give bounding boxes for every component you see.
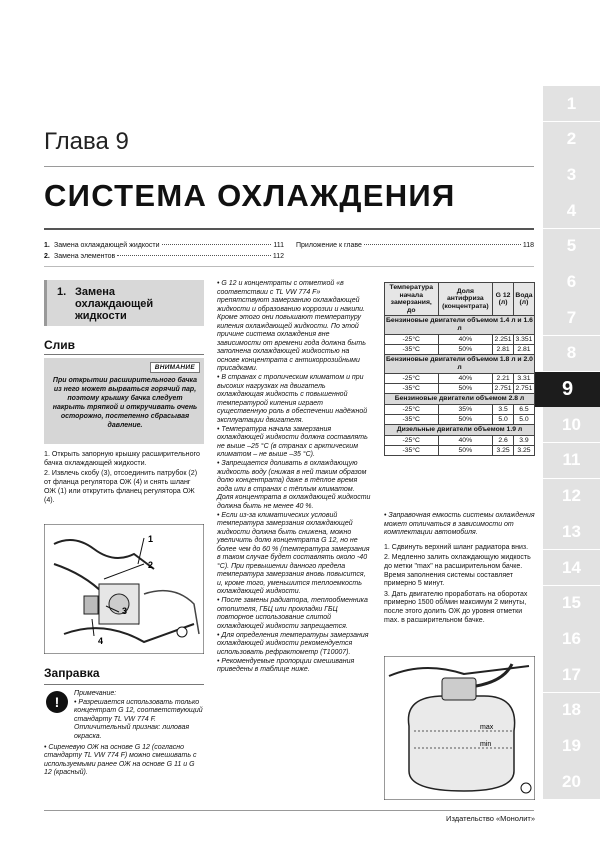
table-cell: 2.21: [493, 374, 514, 384]
coolant-note-paragraph: • Запрещается доливать в охлаждающую жидкость воду (снижая в ней таким образом долю концентрата) даже в тёплое время года или в странах с тёплым климатом. Доля концентрата в охлаждающей жидкости должна быть не менее 40 %.: [217, 460, 371, 510]
callout-4: 4: [98, 636, 104, 646]
chapter-rule: [44, 166, 534, 167]
coolant-notes: [209, 280, 371, 675]
table-cell: 50%: [438, 415, 493, 425]
table-cell: 50%: [438, 446, 493, 456]
chapter-tab-16[interactable]: 16: [543, 621, 600, 656]
chapter-tab-14[interactable]: 14: [543, 550, 600, 585]
callout-1: 1: [148, 534, 154, 544]
exclamation-icon: !: [46, 691, 68, 713]
table-cell: 3.351: [513, 335, 534, 345]
subsection-zapravka: Заправка: [44, 666, 100, 680]
table-cell: 40%: [438, 374, 493, 384]
table-cell: -35°C: [385, 384, 439, 394]
drain-figure: [44, 524, 204, 654]
table-row: [385, 374, 535, 384]
coolant-note-paragraph: • G 12 и концентраты с отметкой «в соответствии с TL VW 774 F» препятствуют замерзанию охлаждающей жидкости и образованию коррозии и накипи. Кроме этого они повышают температуру кипения охлаждающей жидкости. По этой причине система охлаждения вне зависимости от времени года должна быть заполнена охлаждающей жидкостью на основе концентрата с антикоррозийными присадками.: [217, 280, 366, 372]
table-cell: -25°C: [385, 335, 439, 345]
table-cell: 40%: [438, 335, 493, 345]
table-cell: 3.25: [493, 446, 514, 456]
coolant-note-paragraph: • Рекомендуемые пропорции смешивания приведены в таблице ниже.: [217, 657, 355, 673]
mixing-table: [384, 282, 535, 456]
warning-label: ВНИМАНИЕ: [150, 362, 200, 373]
toc-rule: [44, 266, 534, 267]
warning-box: [44, 358, 204, 444]
table-cell: 50%: [438, 384, 493, 394]
section-heading: 1. Замена охлаждающей жидкости: [44, 280, 204, 326]
subsection-sliv: Слив: [44, 338, 76, 352]
chapter-tab-2[interactable]: 2: [543, 122, 600, 157]
coolant-note-paragraph: • В странах с тропическим климатом и при высоких нагрузках на двигатель охлаждающая жидкость с повышенной температурой кипения играет существенную роль в обеспечении надёжной эксплуатации двигателя.: [217, 374, 368, 424]
table-cell: 2.751: [494, 385, 512, 393]
table-cell: 50%: [438, 345, 493, 355]
table-cell: 2.81: [513, 345, 534, 355]
table-cell: 3.5: [493, 405, 514, 415]
table-group-title: Дизельные двигатели объемом 1.9 л: [385, 425, 535, 436]
chapter-tabs: [543, 86, 600, 800]
table-cell: -25°C: [385, 374, 439, 384]
chapter-tab-20[interactable]: 20: [543, 764, 600, 799]
table-cell: 2.81: [493, 345, 514, 355]
table-cell: 2.751: [513, 384, 534, 394]
table-cell: 3.31: [513, 374, 534, 384]
table-cell: 6.5: [513, 405, 534, 415]
chapter-tab-15[interactable]: 15: [543, 586, 600, 621]
table-row: [385, 384, 535, 394]
table-row: [385, 345, 535, 355]
table-cell: 35%: [438, 405, 493, 415]
table-group-title: Бензиновые двигатели объемом 1.4 л и 1.6 л: [385, 316, 535, 335]
warning-text: При открытии расширительного бачка из него может вырваться горячий пар, поэтому крышку бачка следует накрыть тряпкой и откручивать очень осторожно, постепенно сбрасывая давление.: [52, 377, 198, 429]
table-cell: 2.6: [493, 436, 514, 446]
note-block: Примечание: • Разрешается использовать только концентрат G 12, соответствующий стандарту TL VW 774 F. Отличительный признак: лиловая окраска. • Сиреневую ОЖ на основе G 12 (согласно стандарту TL VW 774 F) можно смешивать с используемыми ранее ОЖ на основе G 11 и G 12 (красный).: [44, 690, 203, 777]
coolant-note-paragraph: • Для определения температуры замерзания охлаждающей жидкости рекомендуется использовать рефрактометр (Т10007).: [217, 631, 369, 656]
expansion-tank-figure: [384, 656, 535, 800]
table-row: [385, 446, 535, 456]
page-title: СИСТЕМА ОХЛАЖДЕНИЯ: [44, 178, 456, 213]
table-cell: 5.0: [493, 415, 514, 425]
table-row: [385, 405, 535, 415]
table-header: Вода (л): [513, 283, 534, 316]
max-mark: max: [480, 724, 494, 731]
chapter-tab-9[interactable]: 9: [535, 372, 600, 407]
table-cell: 3.9: [513, 436, 534, 446]
publisher-footer: Издательство «Монолит»: [446, 814, 535, 823]
callout-2: 2: [148, 560, 154, 570]
toc-item[interactable]: 1. Замена охлаждающей жидкости 111: [44, 242, 284, 249]
chapter-tab-6[interactable]: 6: [543, 264, 600, 299]
chapter-tab-13[interactable]: 13: [543, 514, 600, 549]
coolant-note-paragraph: • После замены радиатора, теплообменника отопителя, ГБЦ или прокладки ГБЦ повторное использование слитой охлаждающей жидкости запрещается.: [217, 597, 368, 630]
chapter-tab-3[interactable]: 3: [543, 157, 600, 192]
coolant-note-paragraph: • Температура начала замерзания охлаждающей жидкости должна составлять не выше –25 °С (в странах с арктическим климатом – не выше –35 °С).: [217, 425, 368, 458]
toc-item[interactable]: 2. Замена элементов 112: [44, 253, 284, 260]
chapter-tab-10[interactable]: 10: [543, 407, 600, 442]
chapter-tab-5[interactable]: 5: [543, 229, 600, 264]
min-mark: min: [480, 741, 492, 748]
table-cell: 5.0: [513, 415, 534, 425]
table-cell: -25°C: [385, 436, 439, 446]
chapter-tab-18[interactable]: 18: [543, 693, 600, 728]
title-rule: [44, 228, 534, 230]
table-header: G 12 (л): [493, 283, 514, 316]
chapter-tab-4[interactable]: 4: [543, 193, 600, 228]
chapter-label: Глава 9: [44, 128, 129, 155]
table-cell: -35°C: [385, 446, 439, 456]
table-row: [385, 335, 535, 345]
table-cell: 40%: [438, 436, 493, 446]
table-cell: -25°C: [385, 405, 439, 415]
chapter-tab-7[interactable]: 7: [543, 300, 600, 335]
sliv-steps: 1. Открыть запорную крышку расширительного бачка охлаждающей жидкости. 2. Извлечь скобу (3), отсоединить патрубок (2) от фланца регулятора ОЖ (4) и снять шланг ОЖ (1) или открутить фланец регулятора ОЖ (4).: [44, 450, 200, 504]
chapter-tab-11[interactable]: 11: [543, 443, 600, 478]
table-group-title: Бензиновые двигатели объемом 2.8 л: [385, 394, 535, 405]
table-header: Температура начала замерзания, до: [385, 283, 439, 316]
footer-rule: [44, 810, 534, 811]
fill-steps: • Заправочная емкость системы охлаждения может отличаться в зависимости от комплектации автомобиля. 1. Сдвинуть верхний шланг радиатора вниз. 2. Медленно залить охлаждающую жидкость до метки "max" на расширительном бачке. Время заполнения системы составляет примерно 5 минут. 3. Дать двигателю проработать на оборотах примерно 1500 об/мин максимум 2 минуты, после этого долить ОЖ до уровня отметки max. в расширительном бачке.: [384, 512, 535, 624]
table-header: Доля антифриза (концентрата): [438, 283, 493, 316]
table-cell: -35°C: [385, 345, 439, 355]
chapter-tab-12[interactable]: 12: [543, 479, 600, 514]
table-cell: -35°C: [385, 415, 439, 425]
table-group-title: Бензиновые двигатели объемом 1.8 л и 2.0 л: [385, 355, 535, 374]
coolant-note-paragraph: • Если из-за климатических условий температура замерзания охлаждающей жидкости должна быть снижена, можно увеличить долю концентрата G 12, но не более чем до 60 % (температура замерзания в таком случае будет составлять около -40 °С). При превышении данного предела температура замерзания вновь повысится, и, кроме того, уменьшится теплоемкость охлаждающей жидкости.: [217, 511, 370, 595]
chapter-tab-19[interactable]: 19: [543, 728, 600, 763]
table-row: [385, 436, 535, 446]
table-cell: 3.25: [513, 446, 534, 456]
table-cell: 2.251: [494, 336, 512, 344]
callout-3: 3: [122, 606, 128, 616]
chapter-tab-17[interactable]: 17: [543, 657, 600, 692]
chapter-tab-8[interactable]: 8: [543, 336, 600, 371]
chapter-tab-1[interactable]: 1: [543, 86, 600, 121]
table-row: [385, 415, 535, 425]
toc-item[interactable]: Приложение к главе 118: [296, 242, 534, 249]
